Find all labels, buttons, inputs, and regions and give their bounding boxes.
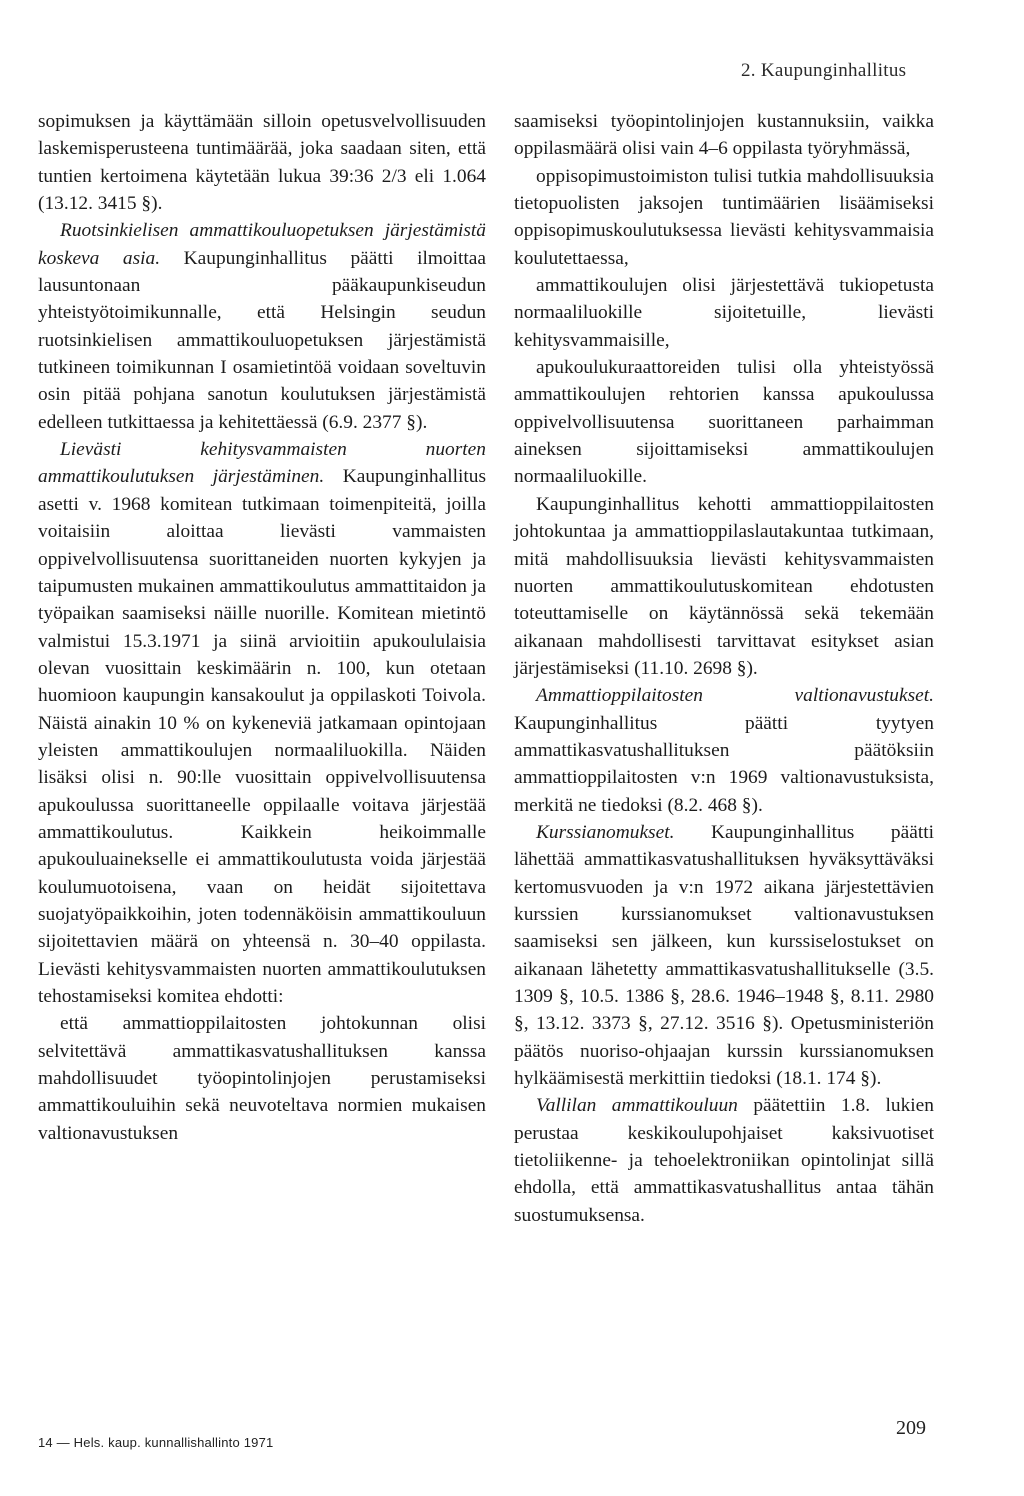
paragraph-text: Kaupunginhallitus päätti tyytyen ammattikasvatushallituksen päätöksiin ammattioppilaitosten v:n 1969 valtionavustuksista, merkitä ne tiedoksi (8.2. 468 §). xyxy=(514,712,934,816)
paragraph xyxy=(514,819,934,1092)
paragraph xyxy=(514,1092,934,1229)
paragraph-text: Kaupunginhallitus päätti lähettää ammattikasvatushallituksen hyväksyttäväksi kertomusvuoden ja v:n 1972 aikana järjestettävien kurssien kurssianomukset valtionavustuksen saamiseksi sen jälkeen, kun kurssiselostukset on aikanaan lähetetty ammattikasvatushallitukselle (3.5. 1309 §, 10.5. 1386 §, 28.6. 1946–1948 §, 8.11. 2980 §, 13.12. 3373 §, 27.12. 3516 §). Opetusministeriön päätös nuoriso-ohjaajan kurssin kurssianomuksen hylkäämisestä merkittiin tiedoksi (18.1. 174 §). xyxy=(514,821,934,1090)
paragraph-text: päätettiin 1.8. lukien perustaa keskikoulupohjaiset kaksivuotiset tietoliikenne- ja tehoelektroniikan opintolinjat sillä ehdolla, että ammattikasvatushallitus antaa tähän suostumuksensa. xyxy=(514,1095,934,1226)
left-column xyxy=(38,108,486,1147)
section-title: Vallilan ammattikouluun xyxy=(536,1095,738,1117)
section-title: Lievästi kehitysvammaisten nuorten ammattikoulutuksen järjestäminen. xyxy=(38,439,486,488)
section-title: Ammattioppilaitosten valtionavustukset. xyxy=(536,685,934,707)
paragraph: saamiseksi työopintolinjojen kustannuksiin, vaikka oppilasmäärä olisi vain 4–6 oppilasta työryhmässä, xyxy=(514,111,934,160)
paragraph-text: Kaupunginhallitus päätti ilmoittaa lausuntonaan pääkaupunkiseudun yhteistyötoimikunnalle, että Helsingin seudun ruotsinkielisen ammattikouluopetuksen järjestämistä tutkineen toimikunnan I osamietintöä voidaan soveltuvin osin pitää pohjana sanotun koulutuksen järjestämistä edelleen tutkittaessa ja kehitettäessä (6.9. 2377 §). xyxy=(38,247,486,433)
paragraph: apukoulukuraattoreiden tulisi olla yhteistyössä ammattikoulujen rehtorien kanssa apukoulussa oppivelvollisuutensa suorittaneen parhaimman aineksen sijoittamiseksi ammattikoulujen normaaliluokille. xyxy=(514,357,934,488)
paragraph xyxy=(514,682,934,819)
page-number: 209 xyxy=(896,1417,926,1439)
paragraph: Kaupunginhallitus kehotti ammattioppilaitosten johtokuntaa ja ammattioppilaslautakuntaa tutkimaan, mitä mahdollisuuksia lievästi kehitysvammaisten nuorten ammattikoulutuskomitean ehdotusten toteuttamiselle on käytännössä sekä tekemään aikanaan mahdollisesti tarvittavat esitykset asian järjestämiseksi (11.10. 2698 §). xyxy=(514,493,934,679)
footer-note: 14 — Hels. kaup. kunnallishallinto 1971 xyxy=(38,1435,274,1450)
paragraph: sopimuksen ja käyttämään silloin opetusvelvollisuuden laskemisperusteena tuntimäärää, joka saadaan siten, että tuntien kertoimena käytetään lukua 39:36 2/3 eli 1.064 (13.12. 3415 §). xyxy=(38,111,486,215)
paragraph-text: Kaupunginhallitus asetti v. 1968 komitean tutkimaan toimenpiteitä, joilla voitaisiin aloittaa lievästi vammaisten oppivelvollisuutensa suorittaneiden nuorten kykyjen ja taipumusten mukainen ammattikoulutus ammattitaidon ja työpaikan saamiseksi näille nuorille. Komitean mietintö valmistui 15.3.1971 ja siinä arvioitiin apukoululaisia olevan vuosittain keskimäärin n. 100, kun otetaan huomioon kaupungin kansakoulut ja oppilaskoti Toivola. Näistä ainakin 10 % on kykeneviä jatkamaan opintojaan yleisten ammattikoulujen normaaliluokilla. Näiden lisäksi olisi n. 90:lle vuosittain oppivelvollisuutensa apukoulussa suorittaneelle oppilaalle voitava järjestää ammattikoulutus. Kaikkein heikoimmalle apukouluainekselle ei ammattikoulutusta voida järjestää koulumuotoisena, vaan on heidät sijoitettava suojatyöpaikkoihin, joten todennäköisin ammattikouluun sijoitettavien määrä on yhteensä n. 30–40 oppilasta. Lievästi kehitysvammaisten nuorten ammattikoulutuksen tehostamiseksi komitea ehdotti: xyxy=(38,466,486,1007)
running-head: 2. Kaupunginhallitus xyxy=(741,60,907,81)
right-column xyxy=(514,108,934,1229)
paragraph: oppisopimustoimiston tulisi tutkia mahdollisuuksia tietopuolisten jaksojen tuntimäärien lisäämiseksi oppisopimuskoulutuksessa lievästi kehitysvammaisia koulutettaessa, xyxy=(514,165,934,269)
section-title: Kurssianomukset. xyxy=(536,821,675,843)
paragraph: ammattikoulujen olisi järjestettävä tukiopetusta normaaliluokille sijoitetuille, lievästi kehitysvammaisille, xyxy=(514,275,934,351)
paragraph: että ammattioppilaitosten johtokunnan olisi selvitettävä ammattikasvatushallituksen kanssa mahdollisuudet työopintolinjojen perustamiseksi ammattikouluihin sekä neuvoteltava normien mukaisen valtionavustuksen xyxy=(38,1013,486,1144)
paragraph xyxy=(38,436,486,1010)
paragraph xyxy=(38,217,486,436)
section-title: Ruotsinkielisen ammattikouluopetuksen järjestämistä koskeva asia. xyxy=(38,220,486,269)
